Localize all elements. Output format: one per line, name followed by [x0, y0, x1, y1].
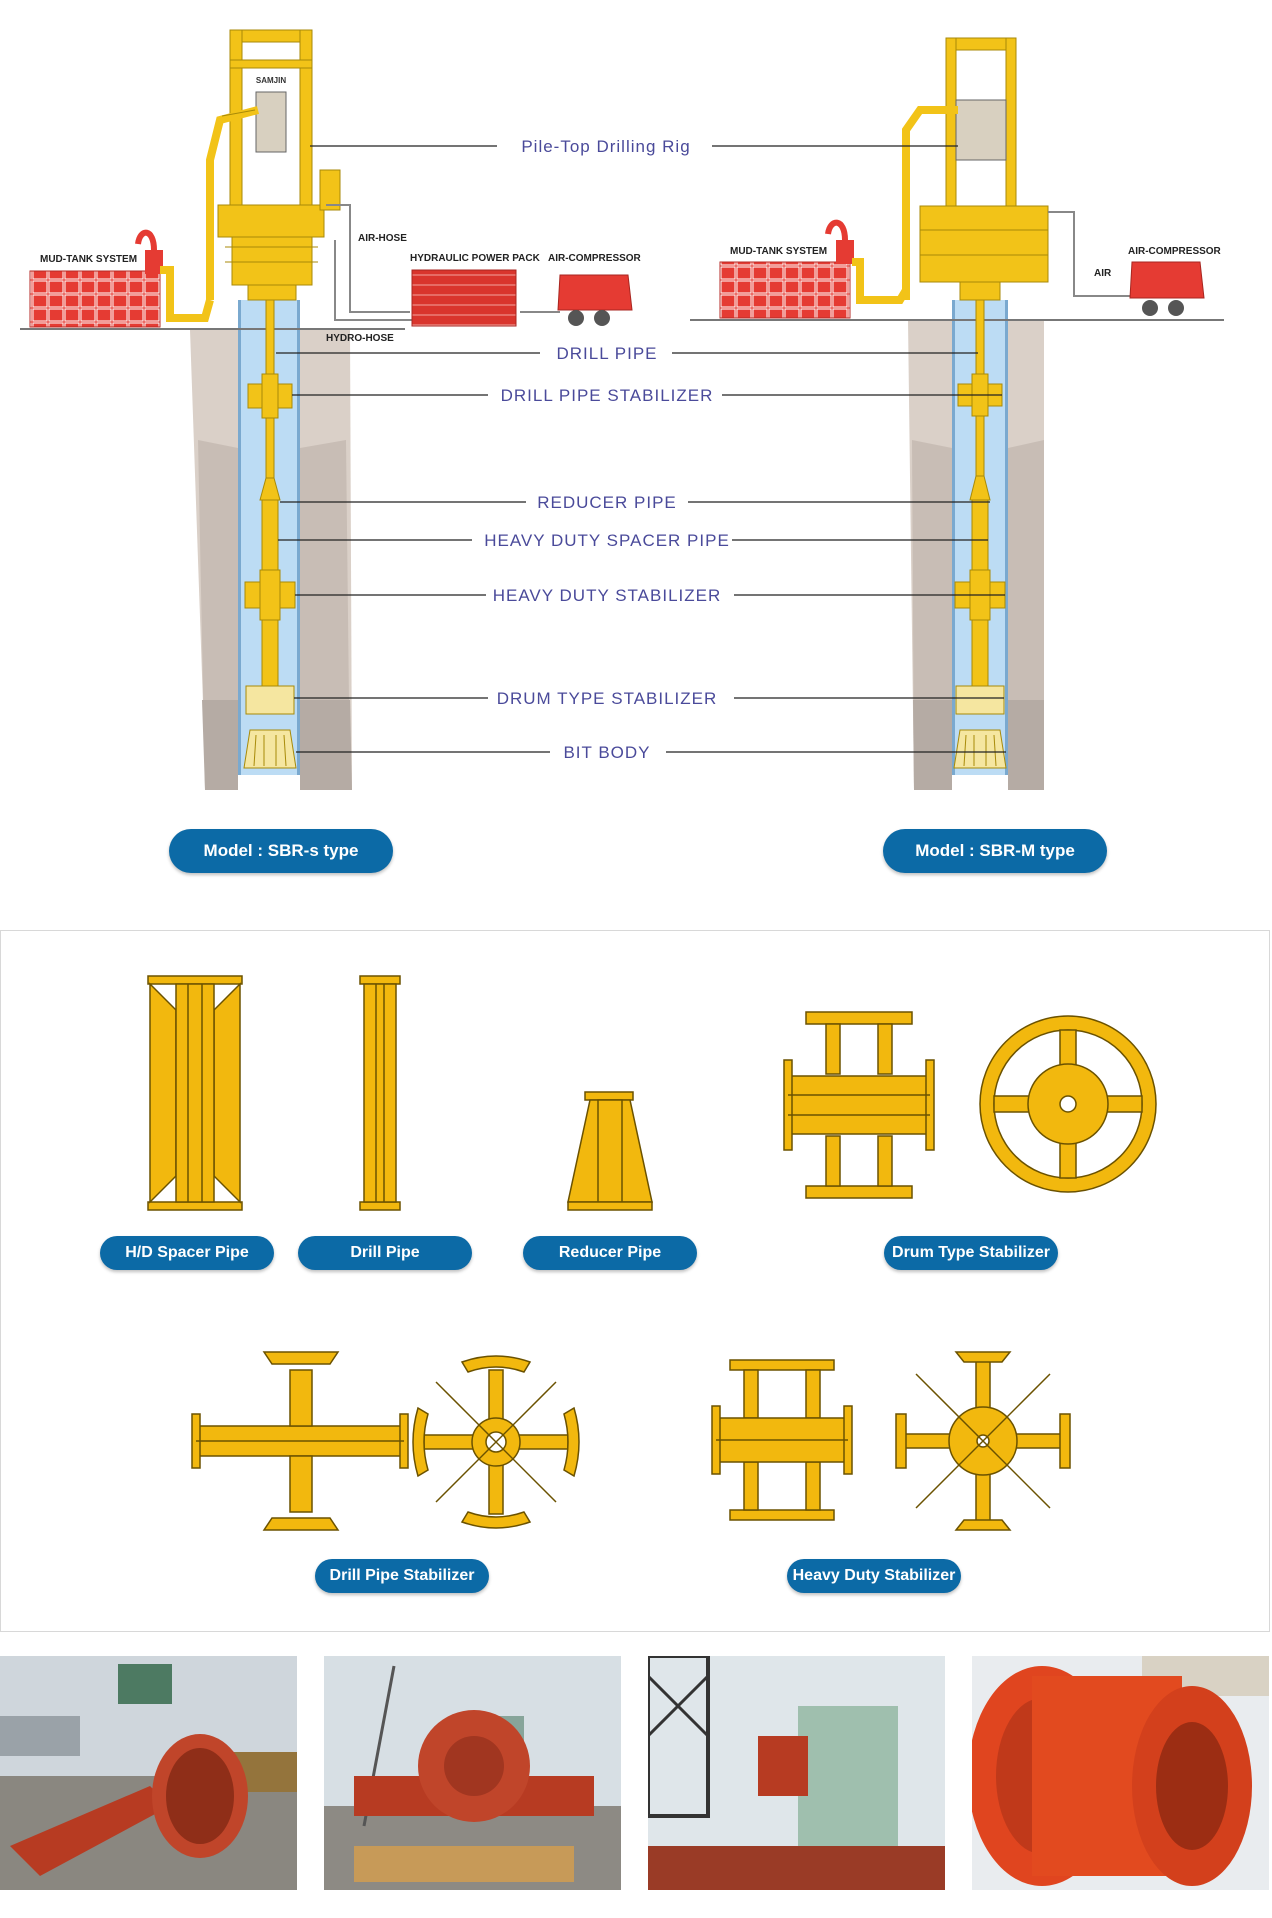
hd-spacer-pipe-label: H/D Spacer Pipe — [100, 1236, 274, 1270]
right-mud-tank — [720, 223, 906, 318]
left-rig — [210, 30, 340, 300]
reducer-pipe-label: Reducer Pipe — [523, 1236, 697, 1270]
drill-pipe-stabilizer-label: Drill Pipe Stabilizer — [315, 1559, 489, 1593]
left-power-units — [326, 205, 642, 344]
drum-stabilizer-end-drawing — [980, 1016, 1156, 1192]
rig-brand-label: SAMJIN — [255, 76, 287, 85]
left-compressor-label: AIR-COMPRESSOR — [548, 253, 641, 264]
drill-pipe-stabilizer-side-drawing — [192, 1352, 408, 1530]
left-mud-tank — [30, 233, 210, 327]
callout-drill-pipe-stabilizer: DRILL PIPE STABILIZER — [500, 386, 714, 405]
left-mud-tank-label: MUD-TANK SYSTEM — [40, 254, 138, 265]
callout-labels — [484, 137, 730, 762]
air-hose-label: AIR-HOSE — [358, 233, 407, 244]
drilling-system-diagram — [0, 0, 1272, 900]
hydro-hose-label: HYDRO-HOSE — [326, 333, 394, 344]
photo-1 — [0, 1656, 297, 1890]
drum-stabilizer-side-drawing — [784, 1012, 934, 1198]
hydraulic-pack-label: HYDRAULIC POWER PACK — [410, 253, 540, 264]
callout-drum-type-stabilizer: DRUM TYPE STABILIZER — [496, 689, 718, 708]
hd-spacer-pipe-drawing — [148, 976, 242, 1210]
photo-2 — [324, 1656, 621, 1890]
heavy-duty-stabilizer-side-drawing — [712, 1360, 852, 1520]
heavy-duty-stabilizer-end-drawing — [896, 1352, 1070, 1530]
model-sbr-m-badge: Model : SBR-M type — [883, 829, 1107, 873]
callout-heavy-duty-stabilizer: HEAVY DUTY STABILIZER — [492, 586, 722, 605]
photo-4 — [972, 1656, 1269, 1890]
heavy-duty-stabilizer-label: Heavy Duty Stabilizer — [787, 1559, 961, 1593]
right-power-units — [1048, 212, 1222, 316]
callout-heavy-duty-spacer-pipe: HEAVY DUTY SPACER PIPE — [484, 531, 730, 550]
callout-drill-pipe: DRILL PIPE — [556, 344, 658, 363]
callout-reducer-pipe: REDUCER PIPE — [537, 493, 677, 512]
right-air-label: AIR — [1094, 268, 1112, 279]
drill-pipe-label: Drill Pipe — [298, 1236, 472, 1270]
parts-drawings — [0, 930, 1272, 1630]
right-compressor-label: AIR-COMPRESSOR — [1128, 246, 1221, 257]
right-mud-tank-label: MUD-TANK SYSTEM — [730, 246, 828, 257]
reducer-pipe-drawing — [568, 1092, 652, 1210]
right-rig — [906, 38, 1048, 300]
callout-pile-top-drilling-rig: Pile-Top Drilling Rig — [521, 137, 691, 156]
drill-pipe-drawing — [360, 976, 400, 1210]
drill-pipe-stabilizer-end-drawing — [413, 1356, 579, 1528]
drum-type-stabilizer-label: Drum Type Stabilizer — [884, 1236, 1058, 1270]
photo-3 — [648, 1656, 945, 1890]
callout-bit-body: BIT BODY — [563, 743, 651, 762]
model-sbr-s-badge: Model : SBR-s type — [169, 829, 393, 873]
